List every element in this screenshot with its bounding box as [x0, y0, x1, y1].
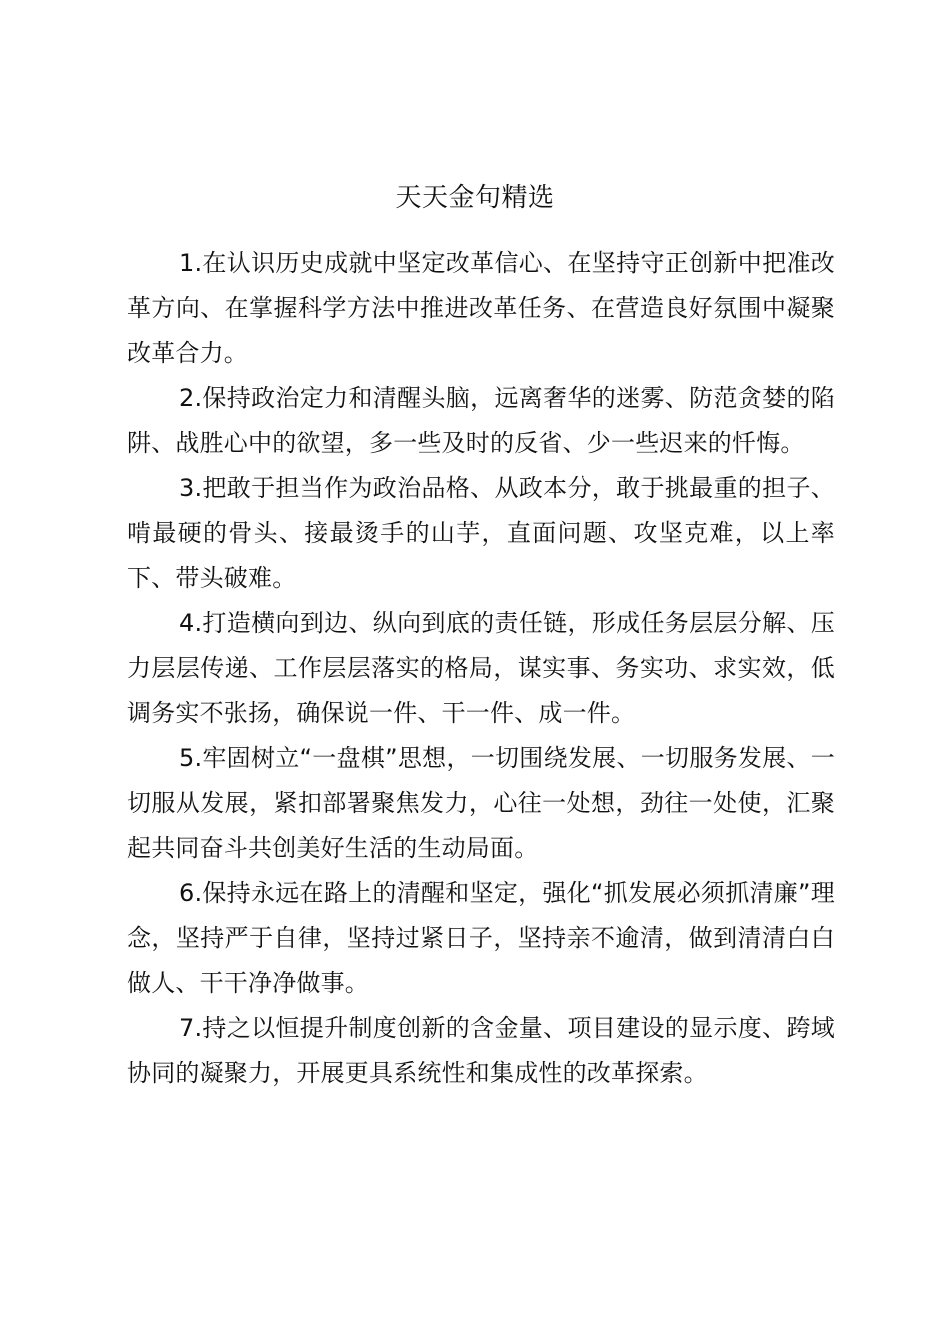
quote-paragraph-3: 3.把敢于担当作为政治品格、从政本分，敢于挑最重的担子、啃最硬的骨头、接最烫手的山芋，直面问题、攻坚克难，以上率下、带头破难。 — [127, 474, 835, 592]
quote-paragraph-7: 7.持之以恒提升制度创新的含金量、项目建设的显示度、跨域协同的凝聚力，开展更具系统性和集成性的改革探索。 — [127, 1014, 835, 1087]
quote-paragraph-6: 6.保持永远在路上的清醒和坚定，强化“抓发展必须抓清廉”理念，坚持严于自律，坚持过紧日子，坚持亲不逾清，做到清清白白做人、干干净净做事。 — [127, 879, 835, 997]
document-title: 天天金句精选 — [395, 183, 555, 213]
quote-paragraph-4: 4.打造横向到边、纵向到底的责任链，形成任务层层分解、压力层层传递、工作层层落实的格局，谋实事、务实功、求实效，低调务实不张扬，确保说一件、干一件、成一件。 — [127, 609, 835, 727]
quote-paragraph-2: 2.保持政治定力和清醒头脑，远离奢华的迷雾、防范贪婪的陷阱、战胜心中的欲望，多一些及时的反省、少一些迟来的忏悔。 — [127, 384, 835, 457]
document-body — [127, 241, 835, 1096]
quote-paragraph-1: 1.在认识历史成就中坚定改革信心、在坚持守正创新中把准改革方向、在掌握科学方法中推进改革任务、在营造良好氛围中凝聚改革合力。 — [127, 249, 835, 367]
quote-paragraph-5: 5.牢固树立“一盘棋”思想，一切围绕发展、一切服务发展、一切服从发展，紧扣部署聚焦发力，心往一处想，劲往一处使，汇聚起共同奋斗共创美好生活的生动局面。 — [127, 744, 835, 862]
